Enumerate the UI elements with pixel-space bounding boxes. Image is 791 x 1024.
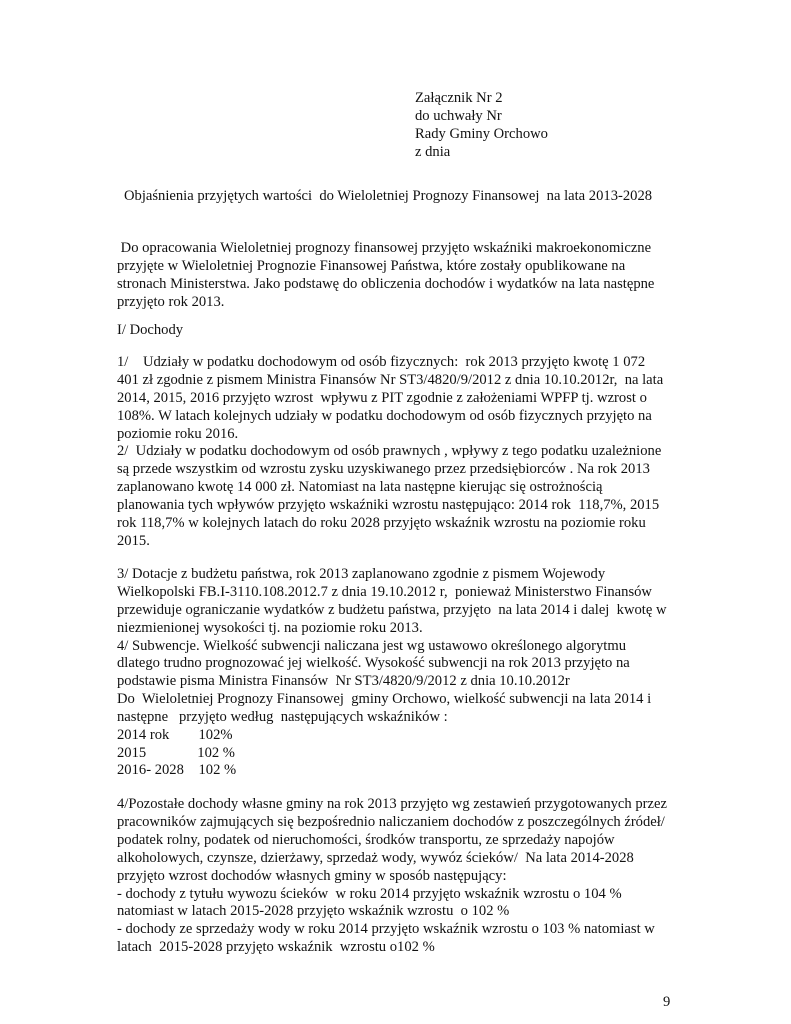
body-line: 108%. W latach kolejnych udziały w podatku dochodowym od osób fizycznych przyjęto na	[117, 408, 652, 424]
body-line: 4/ Subwencje. Wielkość subwencji naliczana jest wg ustawowo określonego algorytmu	[117, 638, 626, 654]
resolution-label: do uchwały Nr	[415, 108, 502, 124]
body-line: 2015.	[117, 533, 150, 549]
body-line: niezmienionej wysokości tj. na poziomie roku 2013.	[117, 620, 423, 636]
body-line: 401 zł zgodnie z pismem Ministra Finansów Nr ST3/4820/9/2012 z dnia 10.10.2012r, na lata	[117, 372, 664, 388]
body-line: zaplanowano kwotę 14 000 zł. Natomiast na lata następne kierując się ostrożnością	[117, 479, 603, 495]
body-line: 3/ Dotacje z budżetu państwa, rok 2013 zaplanowano zgodnie z pismem Wojewody	[117, 566, 606, 582]
section-heading: I/ Dochody	[117, 322, 184, 338]
body-line: podstawie pisma Ministra Finansów Nr ST3/4820/9/2012 z dnia 10.10.2012r	[117, 673, 570, 689]
body-line: są przede wszystkim od wzrostu zysku uzyskiwanego przez przedsiębiorców . Na rok 2013	[117, 461, 650, 477]
body-line: planowania tych wpływów przyjęto wskaźniki wzrostu następująco: 2014 rok 118,7%, 2015	[117, 497, 660, 513]
body-line: 2014, 2015, 2016 przyjęto wzrost wpływu z PIT zgodnie z założeniami WPFP tj. wzrost o	[117, 390, 647, 406]
body-line: dlatego trudno prognozować jej wielkość. Wysokość subwencji na rok 2013 przyjęto na	[117, 655, 630, 671]
body-line: alkoholowych, czynsze, dzierżawy, sprzedaż wody, wywóz ścieków/ Na lata 2014-2028	[117, 850, 634, 866]
body-line: 4/Pozostałe dochody własne gminy na rok 2013 przyjęto wg zestawień przygotowanych przez	[117, 796, 667, 812]
body-line: poziomie roku 2016.	[117, 426, 239, 442]
body-line: rok 118,7% w kolejnych latach do roku 2028 przyjęto wskaźnik wzrostu na poziomie roku	[117, 515, 646, 531]
body-line: natomiast w latach 2015-2028 przyjęto wskaźnik wzrostu o 102 %	[117, 903, 510, 919]
rate-row: 2015 102 %	[117, 745, 235, 761]
body-line: 2/ Udziały w podatku dochodowym od osób prawnych , wpływy z tego podatku uzależnione	[117, 443, 662, 459]
body-line: - dochody ze sprzedaży wody w roku 2014 przyjęto wskaźnik wzrostu o 103 % natomiast w	[117, 921, 655, 937]
body-line: podatek rolny, podatek od nieruchomości, środków transportu, ze sprzedaży napojów	[117, 832, 615, 848]
body-line: przyjęto wzrost dochodów własnych gminy w sposób następujący:	[117, 868, 507, 884]
body-line: Do Wieloletniej Prognozy Finansowej gminy Orchowo, wielkość subwencji na lata 2014 i	[117, 691, 652, 707]
body-line: pracowników zajmujących się bezpośrednio naliczaniem dochodów z poszczególnych źródeł/	[117, 814, 665, 830]
intro-line: przyjęte w Wieloletniej Prognozie Finansowej Państwa, które zostały opublikowane na	[117, 258, 626, 274]
rate-row: 2014 rok 102%	[117, 727, 233, 743]
date-label: z dnia	[415, 144, 451, 160]
body-line: przewiduje ograniczanie wydatków z budżetu państwa, przyjęto na lata 2014 i dalej kwotę w	[117, 602, 667, 618]
body-line: 1/ Udziały w podatku dochodowym od osób fizycznych: rok 2013 przyjęto kwotę 1 072	[117, 354, 646, 370]
council-label: Rady Gminy Orchowo	[415, 126, 548, 142]
body-line: następne przyjęto według następujących wskaźników :	[117, 709, 448, 725]
attachment-label: Załącznik Nr 2	[415, 90, 503, 106]
rate-row: 2016- 2028 102 %	[117, 762, 237, 778]
intro-line: przyjęto rok 2013.	[117, 294, 225, 310]
body-line: - dochody z tytułu wywozu ścieków w roku 2014 przyjęto wskaźnik wzrostu o 104 %	[117, 886, 622, 902]
intro-line: stronach Ministerstwa. Jako podstawę do obliczenia dochodów i wydatków na lata następne	[117, 276, 655, 292]
document-title: Objaśnienia przyjętych wartości do Wieloletniej Prognozy Finansowej na lata 2013-2028	[124, 188, 653, 204]
body-line: Wielkopolski FB.I-3110.108.2012.7 z dnia 19.10.2012 r, ponieważ Ministerstwo Finansów	[117, 584, 652, 600]
page-number: 9	[663, 994, 671, 1010]
body-line: latach 2015-2028 przyjęto wskaźnik wzrostu o102 %	[117, 939, 435, 955]
intro-line: Do opracowania Wieloletniej prognozy finansowej przyjęto wskaźniki makroekonomiczne	[117, 240, 652, 256]
